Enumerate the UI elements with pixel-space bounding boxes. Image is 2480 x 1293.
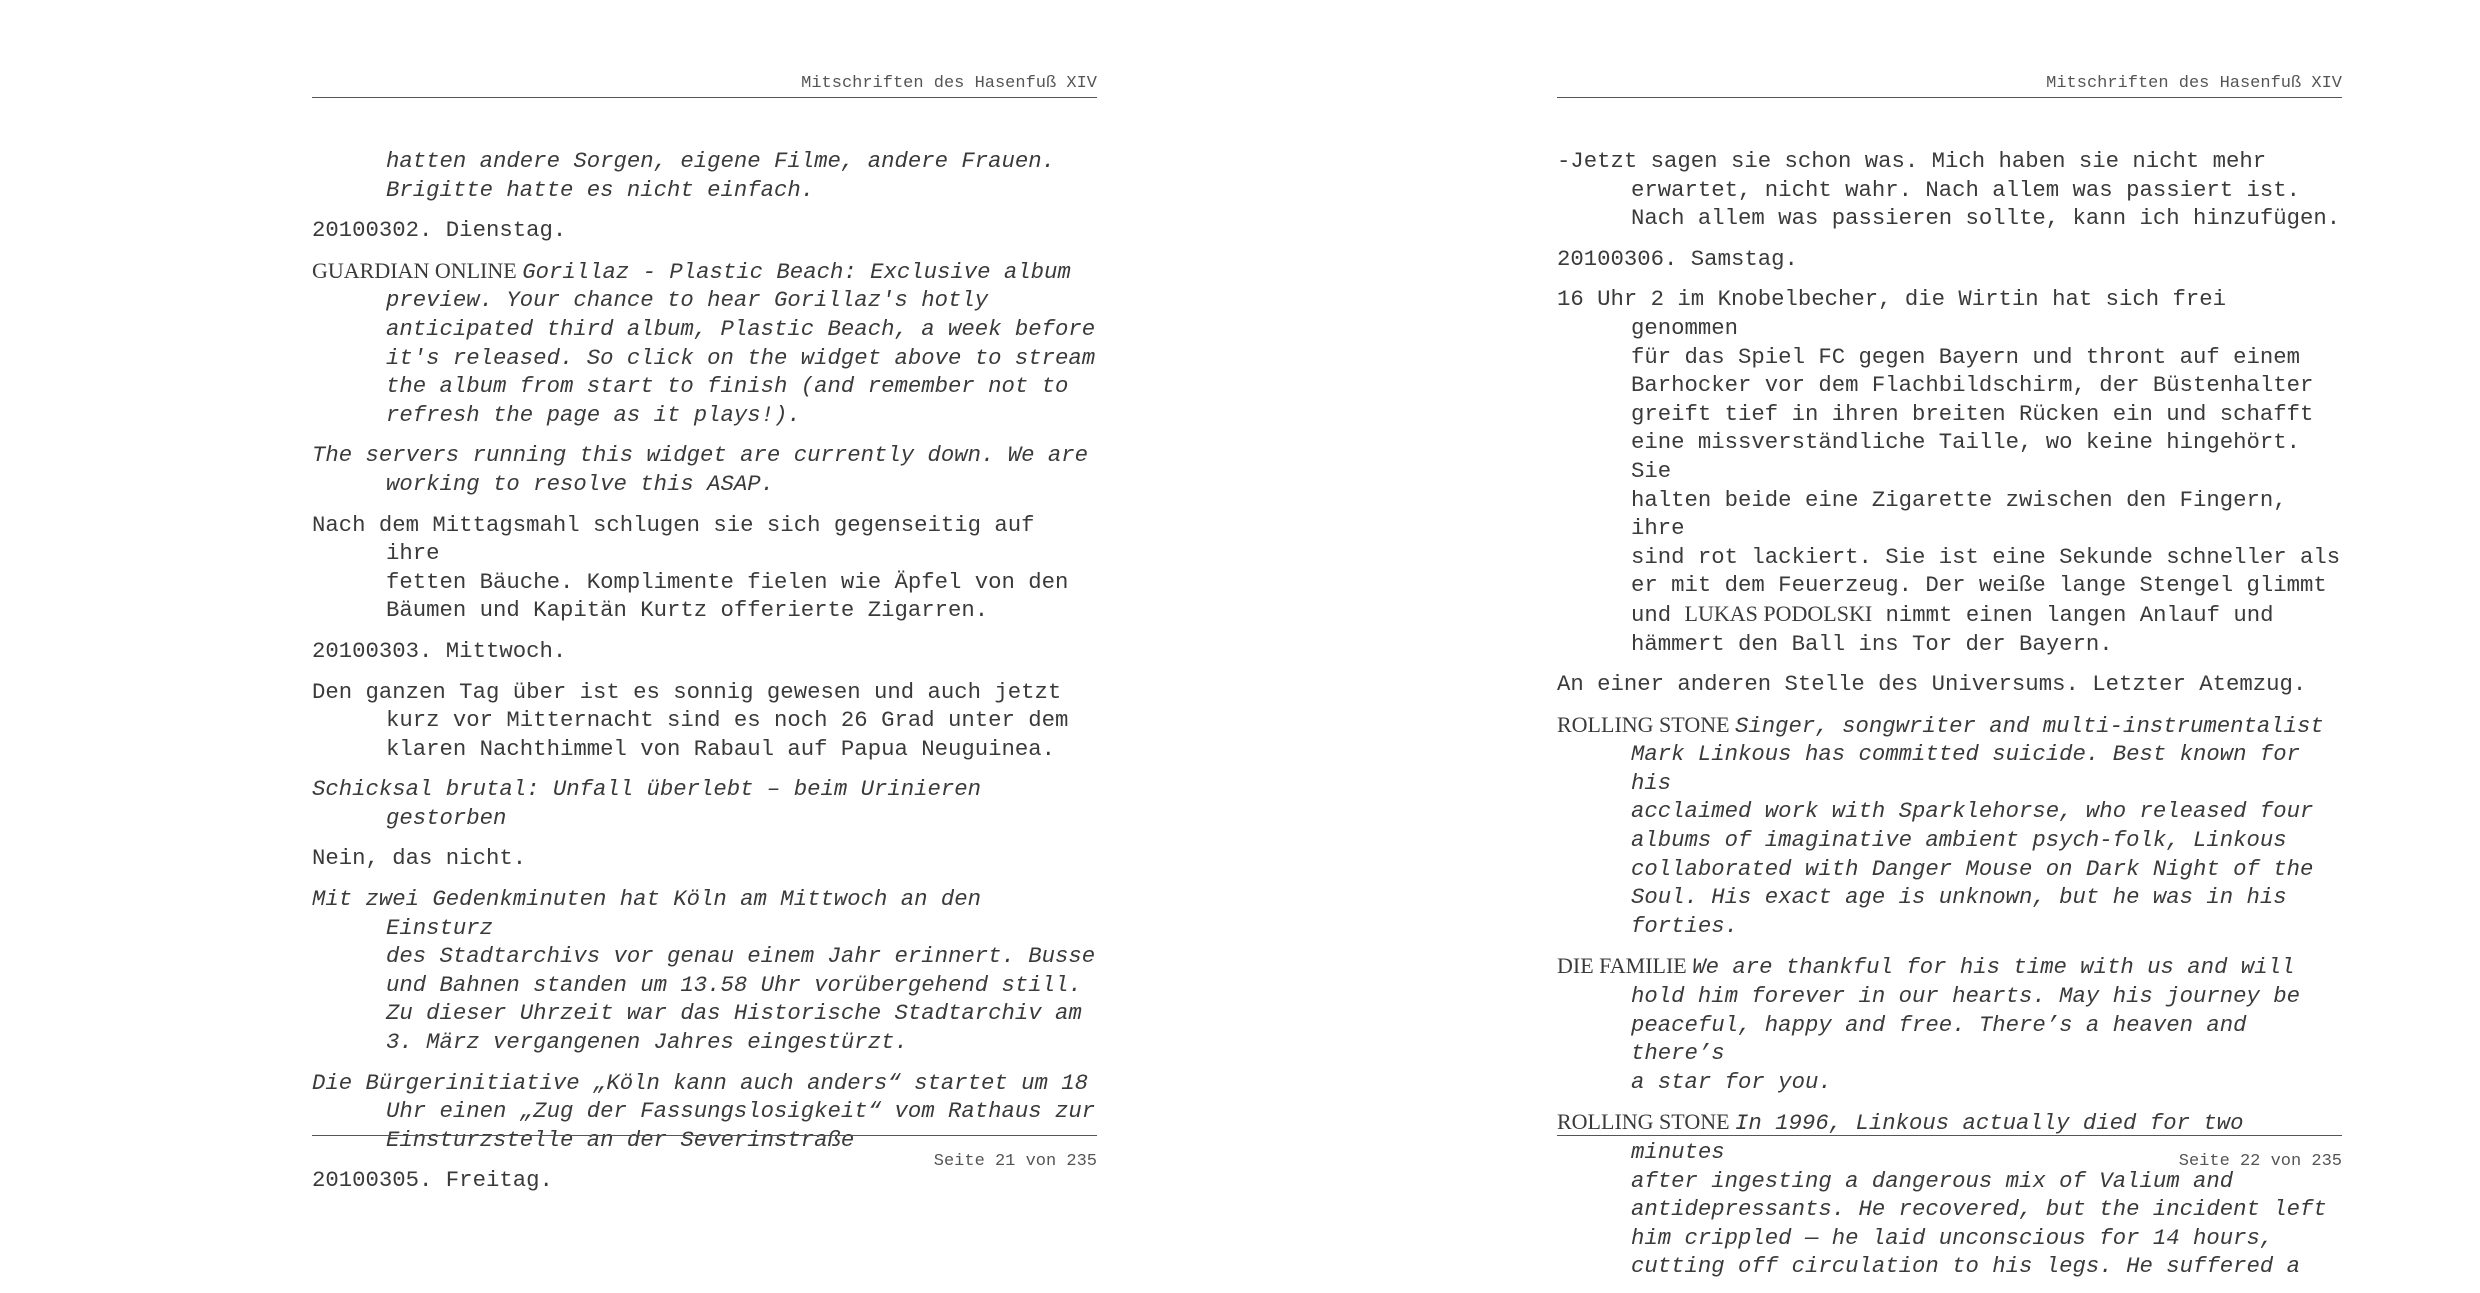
diary-paragraph [1557, 952, 2342, 1096]
page-body [312, 147, 1097, 1207]
diary-paragraph [312, 216, 1097, 245]
running-head: Mitschriften des Hasenfuß XIV [2046, 74, 2342, 93]
quoted-text: The servers running this widget are currently down. We are working to resolve this ASAP. [312, 442, 1089, 497]
paragraph-text: 16 Uhr 2 im Knobelbecher, die Wirtin hat sich frei genommen für das Spiel FC gegen Bayern und thront auf einem Barhocker vor dem Flachbildschirm, der Büstenhalter greift tief in ihren breiten Rücken ein und schafft eine missverständliche Taille, wo keine hingehört. Sie halten beide eine Zigarette zwischen den Fingern, ihre sind rot lackiert. Sie ist eine Sekunde schneller als er mit dem Feuerzeug. Der weiße lange Stengel glimmt und [1557, 286, 2341, 628]
diary-paragraph [312, 885, 1097, 1057]
paragraph-text: -Jetzt sagen sie schon was. Mich haben sie nicht mehr erwartet, nicht wahr. Nach allem was passiert ist. Nach allem was passieren sollte, kann ich hinzufügen. [1557, 148, 2341, 232]
quoted-text: We are thankful for his time with us and will hold him forever in our hearts. May his journey be peaceful, happy and free. There’s a heaven and there’s a star for you. [1631, 954, 2301, 1095]
paragraph-text: 20100305. Freitag. [312, 1167, 553, 1194]
quoted-text: Singer, songwriter and multi-instrumentalist Mark Linkous has committed suicide. Best known for his acclaimed work with Sparklehorse, who released four albums of imaginative ambient psych-folk, Linkous collaborated with Danger Mouse on Dark Night of the Soul. His exact age is unknown, but he was in his forties. [1631, 712, 2324, 939]
header-rule [1557, 97, 2342, 98]
source-label: ROLLING STONE [1557, 711, 1736, 737]
source-label: LUKAS PODOLSKI [1684, 600, 1873, 626]
diary-paragraph [312, 678, 1097, 764]
footer-rule [312, 1135, 1097, 1136]
diary-paragraph [312, 775, 1097, 832]
paragraph-text: Nein, das nicht. [312, 845, 527, 872]
source-label: DIE FAMILIE [1557, 953, 1693, 979]
paragraph-text: Nach dem Mittagsmahl schlugen sie sich gegenseitig auf ihre fetten Bäuche. Komplimente fielen wie Äpfel von den Bäumen und Kapitän Kurtz offerierte Zigarren. [312, 511, 1069, 624]
diary-paragraph [1557, 670, 2342, 699]
source-label: GUARDIAN ONLINE [312, 257, 523, 283]
page-right [1557, 0, 2342, 1280]
paragraph-text: nimmt einen langen Anlauf und hämmert den Ball ins Tor der Bayern. [1631, 601, 2274, 657]
diary-paragraph [1557, 245, 2342, 274]
diary-paragraph [312, 511, 1097, 625]
paragraph-text: An einer anderen Stelle des Universums. Letzter Atemzug. [1557, 671, 2307, 698]
paragraph-text: 20100306. Samstag. [1557, 245, 1798, 272]
quoted-text: Gorillaz - Plastic Beach: Exclusive album preview. Your chance to hear Gorillaz's hotly anticipated third album, Plastic Beach, a week before it's released. So click on the widget above to stream the album from start to finish (and remember not to refresh the page as it plays!). [386, 258, 1096, 428]
quoted-text: Die Bürgerinitiative „Köln kann auch anders“ startet um 18 Uhr einen „Zug der Fassungslosigkeit“ vom Rathaus zur Einsturzstelle an der Severinstraße [312, 1069, 1096, 1153]
paragraph-text: Den ganzen Tag über ist es sonnig gewesen und auch jetzt kurz vor Mitternacht sind es noch 26 Grad unter dem klaren Nachthimmel von Rabaul auf Papua Neuguinea. [312, 678, 1069, 762]
diary-paragraph [312, 441, 1097, 498]
paragraph-text: 20100302. Dienstag. [312, 217, 567, 244]
diary-paragraph [312, 147, 1097, 204]
page-number: Seite 21 von 235 [933, 1152, 1097, 1171]
diary-paragraph [1557, 147, 2342, 233]
source-label: ROLLING STONE [1557, 1109, 1736, 1135]
diary-paragraph [1557, 285, 2342, 658]
footer-rule [1557, 1135, 2342, 1136]
quoted-text: Schicksal brutal: Unfall überlebt – beim Urinieren gestorben [312, 776, 982, 831]
page-body [1557, 147, 2342, 1293]
header-rule [312, 97, 1097, 98]
diary-paragraph [1557, 711, 2342, 941]
quoted-text: Mit zwei Gedenkminuten hat Köln am Mittwoch an den Einsturz des Stadtarchivs vor genau einem Jahr erinnert. Busse und Bahnen standen um 13.58 Uhr vorübergehend still. Zu dieser Uhrzeit war das Historische Stadtarchiv am 3. März vergangenen Jahres eingestürzt. [312, 886, 1096, 1056]
diary-paragraph [312, 257, 1097, 430]
running-head: Mitschriften des Hasenfuß XIV [801, 74, 1097, 93]
paragraph-text: 20100303. Mittwoch. [312, 637, 567, 664]
diary-paragraph [312, 637, 1097, 666]
diary-paragraph [312, 844, 1097, 873]
quoted-text: hatten andere Sorgen, eigene Filme, andere Frauen. Brigitte hatte es nicht einfach. [386, 148, 1056, 203]
quoted-text: In 1996, Linkous actually died for two minutes after ingesting a dangerous mix of Valium and antidepressants. He recovered, but the incident left him crippled — he laid unconscious for 14 hours, cutting off circulation to his legs. He suffered a [1631, 1110, 2327, 1280]
diary-paragraph [312, 1069, 1097, 1155]
page-number: Seite 22 von 235 [2178, 1152, 2342, 1171]
page-left [312, 0, 1097, 1240]
